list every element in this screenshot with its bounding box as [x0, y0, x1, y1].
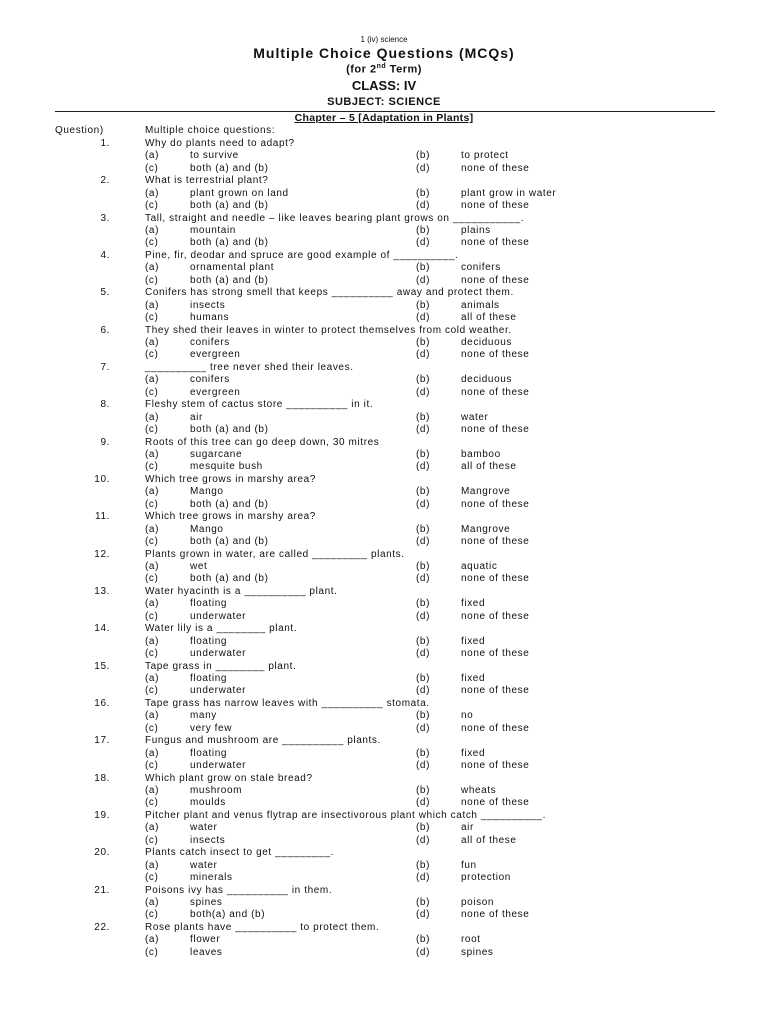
option-label-c: (c)	[145, 573, 159, 585]
question-number: 4.	[100, 249, 110, 261]
option-label-d: (d)	[416, 386, 431, 398]
option-label-a: (a)	[145, 523, 160, 535]
option-text-b: fun	[461, 859, 477, 871]
subject-label: SUBJECT: SCIENCE	[327, 96, 441, 108]
option-text-c: both (a) and (b)	[190, 274, 269, 286]
option-label-b: (b)	[416, 784, 431, 796]
option-label-d: (d)	[416, 946, 431, 958]
option-label-c: (c)	[145, 386, 159, 398]
question-item	[0, 399, 768, 436]
option-label-d: (d)	[416, 349, 431, 361]
option-label-d: (d)	[416, 237, 431, 249]
option-label-a: (a)	[145, 672, 160, 684]
option-text-d: none of these	[461, 386, 530, 398]
option-label-c: (c)	[145, 648, 159, 660]
option-label-a: (a)	[145, 150, 160, 162]
question-number: 8.	[100, 399, 110, 411]
option-label-c: (c)	[145, 200, 159, 212]
question-item	[0, 735, 768, 772]
question-item	[0, 810, 768, 847]
question-item	[0, 250, 768, 287]
option-label-c: (c)	[145, 237, 159, 249]
question-number: 5.	[100, 287, 110, 299]
option-text-b: fixed	[461, 747, 486, 759]
option-text-c: evergreen	[190, 386, 241, 398]
option-text-d: none of these	[461, 760, 530, 772]
option-text-a: mountain	[190, 225, 236, 237]
option-label-d: (d)	[416, 424, 431, 436]
option-text-c: insects	[190, 834, 226, 846]
option-text-d: all of these	[461, 834, 517, 846]
option-text-c: underwater	[190, 685, 247, 697]
option-text-b: animals	[461, 299, 500, 311]
question-text: Pitcher plant and venus flytrap are insectivorous plant which catch __________.	[145, 809, 546, 821]
option-text-d: none of these	[461, 573, 530, 585]
option-label-b: (b)	[416, 896, 431, 908]
option-text-c: both (a) and (b)	[190, 424, 269, 436]
option-text-b: water	[461, 411, 489, 423]
option-label-b: (b)	[416, 934, 431, 946]
instructions: Multiple choice questions:	[145, 125, 276, 136]
option-label-b: (b)	[416, 411, 431, 423]
option-label-d: (d)	[416, 685, 431, 697]
question-item	[0, 698, 768, 735]
question-text: Pine, fir, deodar and spruce are good example of __________.	[145, 249, 459, 261]
option-label-c: (c)	[145, 536, 159, 548]
option-label-c: (c)	[145, 872, 159, 884]
option-text-c: moulds	[190, 797, 226, 809]
option-label-a: (a)	[145, 859, 160, 871]
option-text-b: Mangrove	[461, 523, 511, 535]
option-text-a: floating	[190, 635, 228, 647]
question-text: Roots of this tree can go deep down, 30 mitres	[145, 436, 380, 448]
question-text: Plants catch insect to get _________.	[145, 847, 334, 859]
option-text-a: plant grown on land	[190, 187, 289, 199]
question-number: 20.	[94, 847, 110, 859]
option-text-d: all of these	[461, 461, 517, 473]
option-label-c: (c)	[145, 162, 159, 174]
option-text-d: none of these	[461, 274, 530, 286]
option-text-d: none of these	[461, 162, 530, 174]
option-label-c: (c)	[145, 424, 159, 436]
question-item	[0, 511, 768, 548]
option-label-b: (b)	[416, 859, 431, 871]
option-text-b: deciduous	[461, 337, 512, 349]
question-item	[0, 549, 768, 586]
question-item	[0, 325, 768, 362]
option-label-d: (d)	[416, 200, 431, 212]
option-label-d: (d)	[416, 461, 431, 473]
option-label-b: (b)	[416, 672, 431, 684]
question-text: Rose plants have __________ to protect them.	[145, 921, 380, 933]
option-label-a: (a)	[145, 225, 160, 237]
option-text-c: leaves	[190, 946, 223, 958]
option-text-c: underwater	[190, 610, 247, 622]
question-number: 1.	[100, 138, 110, 149]
option-text-c: underwater	[190, 648, 247, 660]
question-item	[0, 586, 768, 623]
question-number: 13.	[94, 585, 110, 597]
option-label-d: (d)	[416, 312, 431, 324]
option-label-a: (a)	[145, 337, 160, 349]
option-label-c: (c)	[145, 834, 159, 846]
question-text: Poisons ivy has __________ in them.	[145, 884, 333, 896]
option-text-b: poison	[461, 896, 495, 908]
question-text: Fleshy stem of cactus store __________ in it.	[145, 399, 374, 411]
option-text-b: deciduous	[461, 374, 512, 386]
option-label-a: (a)	[145, 822, 160, 834]
option-text-a: mushroom	[190, 784, 243, 796]
option-text-d: none of these	[461, 200, 530, 212]
question-number: 16.	[94, 697, 110, 709]
option-text-d: protection	[461, 872, 511, 884]
option-label-b: (b)	[416, 561, 431, 572]
option-label-b: (b)	[416, 635, 431, 647]
option-text-a: floating	[190, 598, 228, 610]
question-item	[0, 138, 768, 175]
option-text-b: conifers	[461, 262, 501, 274]
option-label-d: (d)	[416, 797, 431, 809]
term-label: (for 2nd Term)	[346, 63, 422, 76]
question-text: Which plant grow on stale bread?	[145, 772, 313, 784]
option-label-c: (c)	[145, 349, 159, 361]
option-label-d: (d)	[416, 760, 431, 772]
question-text: Water hyacinth is a __________ plant.	[145, 585, 338, 597]
question-number: 7.	[100, 361, 110, 373]
option-text-c: both (a) and (b)	[190, 237, 269, 249]
chapter-heading: Chapter – 5 [Adaptation in Plants]	[294, 112, 474, 124]
option-text-b: wheats	[461, 784, 497, 796]
option-label-d: (d)	[416, 909, 431, 921]
question-number: 21.	[94, 884, 110, 896]
option-text-a: insects	[190, 299, 226, 311]
option-text-d: none of these	[461, 722, 530, 734]
option-label-d: (d)	[416, 536, 431, 548]
option-label-b: (b)	[416, 523, 431, 535]
class-label: CLASS: IV	[351, 78, 417, 93]
option-text-d: none of these	[461, 349, 530, 361]
option-label-b: (b)	[416, 822, 431, 834]
question-number: 15.	[94, 660, 110, 672]
option-text-d: none of these	[461, 909, 530, 921]
option-text-c: underwater	[190, 760, 247, 772]
option-text-d: none of these	[461, 648, 530, 660]
option-label-a: (a)	[145, 934, 160, 946]
option-text-a: water	[190, 859, 218, 871]
option-label-b: (b)	[416, 486, 431, 498]
option-text-d: all of these	[461, 312, 517, 324]
option-text-c: minerals	[190, 872, 233, 884]
option-text-d: none of these	[461, 610, 530, 622]
option-label-b: (b)	[416, 374, 431, 386]
question-item	[0, 474, 768, 511]
question-text: Tape grass has narrow leaves with __________ stomata.	[145, 697, 430, 709]
question-item	[0, 885, 768, 922]
question-item	[0, 362, 768, 399]
question-list	[0, 138, 768, 959]
option-label-d: (d)	[416, 648, 431, 660]
option-text-a: ornamental plant	[190, 262, 275, 274]
option-label-b: (b)	[416, 262, 431, 274]
option-label-c: (c)	[145, 722, 159, 734]
option-text-a: floating	[190, 672, 228, 684]
option-text-d: spines	[461, 946, 494, 958]
option-label-b: (b)	[416, 449, 431, 461]
option-label-d: (d)	[416, 722, 431, 734]
option-text-d: none of these	[461, 424, 530, 436]
question-text: Conifers has strong smell that keeps __________ away and protect them.	[145, 287, 514, 299]
option-text-c: both (a) and (b)	[190, 536, 269, 548]
option-label-a: (a)	[145, 896, 160, 908]
question-item	[0, 287, 768, 324]
option-text-a: water	[190, 822, 218, 834]
option-text-a: air	[190, 411, 203, 423]
option-label-a: (a)	[145, 561, 160, 572]
question-text: Which tree grows in marshy area?	[145, 511, 316, 523]
option-text-c: both (a) and (b)	[190, 200, 269, 212]
option-text-b: no	[461, 710, 474, 722]
option-label-d: (d)	[416, 162, 431, 174]
option-text-d: none of these	[461, 685, 530, 697]
option-label-c: (c)	[145, 909, 159, 921]
page-number-label: 1 (iv) science	[360, 35, 408, 44]
option-text-c: evergreen	[190, 349, 241, 361]
option-text-a: conifers	[190, 337, 230, 349]
option-label-a: (a)	[145, 299, 160, 311]
option-label-d: (d)	[416, 498, 431, 510]
question-number: 14.	[94, 623, 110, 635]
option-text-c: mesquite bush	[190, 461, 263, 473]
option-label-a: (a)	[145, 747, 160, 759]
option-label-b: (b)	[416, 337, 431, 349]
question-heading: Question)	[55, 125, 104, 136]
option-label-b: (b)	[416, 187, 431, 199]
option-label-a: (a)	[145, 598, 160, 610]
option-text-b: bamboo	[461, 449, 501, 461]
option-label-c: (c)	[145, 946, 159, 958]
option-label-b: (b)	[416, 747, 431, 759]
question-item	[0, 213, 768, 250]
question-number: 2.	[100, 175, 110, 187]
option-label-d: (d)	[416, 872, 431, 884]
option-label-c: (c)	[145, 797, 159, 809]
option-label-a: (a)	[145, 411, 160, 423]
question-text: Water lily is a ________ plant.	[145, 623, 298, 635]
question-number: 10.	[94, 473, 110, 485]
option-text-d: none of these	[461, 797, 530, 809]
option-label-d: (d)	[416, 834, 431, 846]
option-text-b: to protect	[461, 150, 509, 162]
option-label-a: (a)	[145, 449, 160, 461]
question-item	[0, 175, 768, 212]
option-text-b: aquatic	[461, 561, 498, 572]
option-text-a: conifers	[190, 374, 230, 386]
option-text-c: both(a) and (b)	[190, 909, 266, 921]
option-label-c: (c)	[145, 461, 159, 473]
question-text: Why do plants need to adapt?	[145, 138, 295, 149]
option-text-c: very few	[190, 722, 233, 734]
option-label-a: (a)	[145, 187, 160, 199]
option-label-d: (d)	[416, 610, 431, 622]
question-number: 12.	[94, 548, 110, 560]
option-text-c: both (a) and (b)	[190, 498, 269, 510]
question-item	[0, 773, 768, 810]
question-text: __________ tree never shed their leaves.	[145, 361, 354, 373]
option-label-a: (a)	[145, 710, 160, 722]
option-label-a: (a)	[145, 486, 160, 498]
option-text-a: Mango	[190, 523, 224, 535]
option-text-c: both (a) and (b)	[190, 162, 269, 174]
option-text-b: fixed	[461, 598, 486, 610]
question-item	[0, 661, 768, 698]
option-text-a: sugarcane	[190, 449, 243, 461]
option-text-b: fixed	[461, 635, 486, 647]
question-item	[0, 437, 768, 474]
option-label-c: (c)	[145, 498, 159, 510]
page-title: Multiple Choice Questions (MCQs)	[253, 45, 515, 61]
option-text-b: air	[461, 822, 474, 834]
question-text: Plants grown in water, are called _________ plants.	[145, 548, 405, 560]
option-text-a: wet	[190, 561, 208, 572]
option-label-c: (c)	[145, 760, 159, 772]
option-label-a: (a)	[145, 635, 160, 647]
question-text: What is terrestrial plant?	[145, 175, 269, 187]
question-text: Fungus and mushroom are __________ plants.	[145, 735, 381, 747]
option-text-c: both (a) and (b)	[190, 573, 269, 585]
question-number: 19.	[94, 809, 110, 821]
option-text-d: none of these	[461, 536, 530, 548]
option-label-b: (b)	[416, 299, 431, 311]
option-text-b: plant grow in water	[461, 187, 557, 199]
option-text-b: Mangrove	[461, 486, 511, 498]
question-item	[0, 623, 768, 660]
option-text-b: root	[461, 934, 481, 946]
option-label-c: (c)	[145, 274, 159, 286]
question-number: 18.	[94, 772, 110, 784]
option-label-d: (d)	[416, 274, 431, 286]
option-label-c: (c)	[145, 685, 159, 697]
option-label-c: (c)	[145, 312, 159, 324]
question-number: 9.	[100, 436, 110, 448]
option-text-a: many	[190, 710, 217, 722]
option-text-b: fixed	[461, 672, 486, 684]
question-text: Tall, straight and needle – like leaves bearing plant grows on ___________.	[145, 212, 525, 224]
question-number: 6.	[100, 324, 110, 336]
question-text: Tape grass in ________ plant.	[145, 660, 297, 672]
option-text-a: spines	[190, 896, 223, 908]
option-label-a: (a)	[145, 784, 160, 796]
option-label-b: (b)	[416, 150, 431, 162]
question-number: 3.	[100, 212, 110, 224]
option-text-d: none of these	[461, 237, 530, 249]
question-text: Which tree grows in marshy area?	[145, 473, 316, 485]
question-item	[0, 922, 768, 959]
option-text-a: to survive	[190, 150, 239, 162]
question-text: They shed their leaves in winter to protect themselves from cold weather.	[145, 324, 512, 336]
option-text-a: flower	[190, 934, 221, 946]
option-text-d: none of these	[461, 498, 530, 510]
option-text-a: floating	[190, 747, 228, 759]
question-item	[0, 847, 768, 884]
option-label-b: (b)	[416, 710, 431, 722]
option-label-a: (a)	[145, 262, 160, 274]
option-label-a: (a)	[145, 374, 160, 386]
option-label-c: (c)	[145, 610, 159, 622]
option-text-b: plains	[461, 225, 491, 237]
option-label-d: (d)	[416, 573, 431, 585]
option-text-a: Mango	[190, 486, 224, 498]
question-number: 17.	[94, 735, 110, 747]
question-number: 11.	[95, 511, 110, 523]
option-label-b: (b)	[416, 598, 431, 610]
option-text-c: humans	[190, 312, 230, 324]
question-number: 22.	[94, 921, 110, 933]
option-label-b: (b)	[416, 225, 431, 237]
